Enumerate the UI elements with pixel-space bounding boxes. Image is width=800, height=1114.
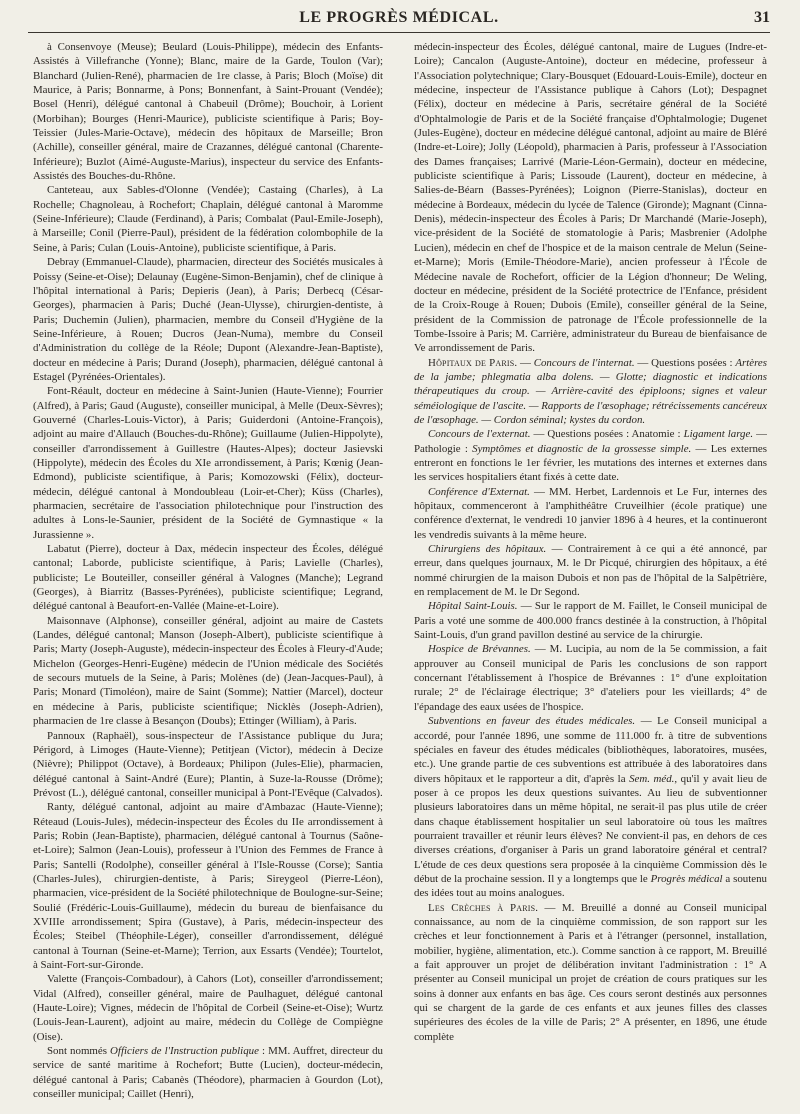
paragraph bbox=[414, 901, 767, 1044]
text-run: — Questions posées : bbox=[634, 356, 736, 369]
paragraph bbox=[33, 40, 383, 183]
paragraph bbox=[33, 542, 383, 614]
italic-run: Progrès médical bbox=[650, 872, 723, 885]
text-run: a soutenu des idées tout au moins analogues. bbox=[414, 872, 767, 900]
italic-run: Ligament large. bbox=[683, 428, 754, 441]
italic-run: Hospice de Brévannes. bbox=[428, 643, 531, 656]
paragraph bbox=[414, 714, 767, 900]
italic-run: Officiers de l'Instruction publique bbox=[110, 1045, 259, 1058]
text-run: — Questions posées : Anatomie : bbox=[530, 428, 684, 441]
italic-run: Artères de la jambe; phlegmatia alba dolens. — Glotte; diagnostic et indications thérapeutiques du croup. — Arrière-cavité des épiploons; signes et valeur séméiologique de l'ascite. — Rapports de l'œsophage; rétrécissements cancéreux de l'œsophage. — Cordon séminal; kystes du cordon. bbox=[414, 356, 767, 426]
italic-run: Subventions en faveur des études médicales. bbox=[428, 715, 636, 728]
page-number: 31 bbox=[754, 9, 770, 26]
text-run: , qu'il y avait lieu de poser à ce propos les deux questions suivantes. Au lieu de subventionner plusieurs laboratoires dans un même hôpital, ne serait-il pas plus utile de créer dans chaque établissement hospitalier un seul laboratoire où tous les maîtres pourraient travailler et réunir leurs élèves? Ne convient-il pas, en dehors de ces diverses créations, d'organiser à Paris un grand laboratoire général et central? L'étude de ces deux questions sera proposée à la cinquième Commission dès le début de la prochaine session. Il y a longtemps que le bbox=[414, 772, 767, 885]
small-caps-heading: Les Crèches à Paris bbox=[428, 901, 536, 914]
paragraph bbox=[414, 427, 767, 484]
text-run: médecin-inspecteur des Écoles, délégué cantonal, maire de Lugues (Indre-et-Loire); Cancalon (Auguste-Antoine), docteur en médecine, professeur à l'Association polytechnique; Clary-Bousquet (Edouard-Louis-Emile), docteur en médecine, inspecteur de l'Assistance publique à Cahors (Lot); Despagnet (Félix), docteur en médecine à Paris, secrétaire général de la Société d'Ophtalmologie de Paris et de la Société française d'Ophtalmologie; Dugenet (Jules-Eugène), docteur en médecine délégué cantonal, adjoint au maire de Bléré (Indre-et-Loire); Jolly (Léopold), pharmacien à Paris, professeur à l'Association des Dames françaises; Larrivé (Marie-Léon-Germain), docteur en médecine, publiciste scientifique à Paris; Lissoude (Laurent), docteur en médecine, à Salies-de-Béarn (Basses-Pyrénées); Loignon (Pierre-Stanislas), docteur en médecine à Bordeaux, médecin du lycée de Talence (Gironde); Magnant (Cinna-Denis), médecin-inspecteur des Écoles à Paris; Dr Marchandé (Marie-Joseph), vice-président de la Société de stomatologie à Paris; Masbrenier (Adolphe Lucien), médecin en chef de l'hospice et de la maison centrale de Melun (Seine-et-Marne); Moris (Emile-Théodore-Marie), ancien professeur à l'École de Médecine navale de Rochefort, officier de la Légion d'honneur; De Weling, docteur en médecine, président de la Société protectrice de l'Enfance, président de la Croix-Rouge à Rouen; Dubois (Emile), conseiller général de la Seine, président de la Commission de patronage de l'École professionnelle de la Tombe-Issoire à Paris; M. Carrière, administrateur du Bureau de bienfaisance de Ve arrondissement de Paris. bbox=[414, 41, 767, 355]
italic-run: Concours de l'externat. bbox=[428, 428, 531, 441]
text-run: — Les externes entreront en fonctions le 1er février, les mutations des internes et externes dans les services hospitaliers étant fixés à cette date. bbox=[414, 442, 767, 484]
text-run: . — bbox=[514, 356, 534, 369]
paragraph bbox=[33, 183, 383, 255]
text-run: Labatut (Pierre), docteur à Dax, médecin inspecteur des Écoles, délégué cantonal; Laborde, publiciste scientifique, à Paris; Lavielle (Charles), publiciste; Le Bouteiller, conseiller général à Valognes (Manche); Legrand (Georges), à Biarritz (Basses-Pyrénées), publiciste scientifique; Legrand, délégué cantonal à Beaufort-en-Vallée (Maine-et-Loire). bbox=[33, 543, 383, 613]
text-run: Debray (Emmanuel-Claude), pharmacien, directeur des Sociétés musicales à Poissy (Seine-et-Oise); Delaunay (Eugène-Simon-Benjamin), chef de clinique à l'hôpital international à Paris; Depieris (Jean), à Paris; Derbecq (César-Georges), pharmacien à Paris; Duché (Jean-Ulysse), chirurgien-dentiste, à Paris; Duchemin (Julien), pharmacien, membre du Conseil d'Hygiène de la Seine-Inférieure, à Rouen; Ducros (Jean-Numa), membre du Conseil d'Administration du collège de la Réole; Dupont (Alexandre-Jean-Baptiste), docteur en médecine à Paris; Durand (Joseph), pharmacien, délégué cantonal à Estagel (Pyrénées-Orientales). bbox=[33, 256, 383, 383]
paragraph bbox=[33, 1044, 383, 1101]
text-run: Canteteau, aux Sables-d'Olonne (Vendée); Castaing (Charles), à La Rochelle; Chagnoleau, à Rochefort; Chaplain, délégué cantonal à Maromme (Seine-Inférieure); Claude (Ferdinand), à Paris; Combalat (Paul-Emile-Joseph), à Marseille; Conil (Pierre-Paul), président de la fédération colombophile de la Seine, à Paris; Culan (Louis-Antoine), publiciste scientifique, à Paris. bbox=[33, 184, 383, 254]
paragraph bbox=[414, 356, 767, 428]
text-run: à Consenvoye (Meuse); Beulard (Louis-Philippe), médecin des Enfants-Assistés à Villefranche (Yonne); Blanc, maire de la Garde, Toulon (Var); Blanchard (Julien-René), pharmacien de 1re classe, à Paris; Bloch (Moïse) dit Maurice, à Paris; Bonnarme, à Pons; Bonnenfant, à Saint-Prouant (Vendée); Bosel (Henri), délégué cantonal à Chabeuil (Drôme); Bouchoir, à Lorient (Morbihan); Bourges (Henri-Maurice), publiciste scientifique à Paris; Boy-Teissier (Jules-Marie-Octave), médecin des hôpitaux de Marseille; Bron (Achille), conseiller général, maire de Crazannes, délégué cantonal (Charente-Inférieure); Buzlot (Aimé-Auguste-Marius), inspecteur du service des Enfants-Assistés des Bouches-du-Rhône. bbox=[33, 41, 383, 183]
text-run: — Contrairement à ce qui a été annoncé, par erreur, dans quelques journaux, M. le Dr Picqué, chirurgien des hôpitaux, a été nommé chirurgien de la maison Dubois et non pas de l'hôpital de la Salpêtrière, en remplacement de M. le Dr Segond. bbox=[414, 543, 767, 599]
paragraph bbox=[33, 384, 383, 542]
text-run: Maisonnave (Alphonse), conseiller général, adjoint au maire de Castets (Landes, délégué cantonal; Manson (Joseph-Albert), publiciste scientifique à Paris; Marty (Joseph-Auguste), médecin-inspecteur des Écoles à Fleury-d'Aude; Michelon (Georges-Henri-Eugène) médecin de l'Union médicale des Sociétés de secours mutuels de la Seine, à Paris; Molènes (de) (Jean-Jacques-Paul), à Paris; Monard (Timoléon), maire de Saint (Somme); Nattier (Marcel), docteur en médecine à Paris, publiciste scientifique; Nicklès (Joseph-Adrien), pharmacien de 1re classe à Besançon (Doubs); Ettinger (William), à Paris. bbox=[33, 614, 383, 728]
text-run: — Sur le rapport de M. Faillet, le Conseil municipal de Paris a voté une somme de 400.000 francs destinée à la construction, à l'hôpital Saint-Louis, d'un grand pavillon destiné au service de la chirurgie. bbox=[414, 600, 767, 642]
text-run: — MM. Herbet, Lardennois et Le Fur, internes des hôpitaux, commenceront à l'amphithéâtre Cruveilhier (école pratique) une conférence d'externat, le vendredi 10 janvier 1896 à 4 heures, et la continueront les vendredis suivants à la même heure. bbox=[414, 485, 767, 541]
paragraph bbox=[414, 542, 767, 599]
paragraph bbox=[33, 972, 383, 1044]
italic-run: Symptômes et diagnostic de la grossesse simple. bbox=[472, 442, 692, 455]
paragraph bbox=[33, 800, 383, 972]
right-column bbox=[414, 40, 767, 1106]
paragraph bbox=[33, 255, 383, 384]
text-run: : MM. Auffret, directeur du service de santé maritime à Rochefort; Butte (Lucien), docteur-médecin, délégué cantonal à Paris; Cabanès (Théodore), pharmacien à Gourdon (Lot), conseiller municipal; Caillet (Henri), bbox=[33, 1045, 383, 1101]
text-run: Font-Réault, docteur en médecine à Saint-Junien (Haute-Vienne); Fourrier (Alfred), à Paris; Gaud (Auguste), conseiller municipal, à Melle (Deux-Sèvres); Gouverné (Charles-Louis-Victor), à Paris; Guiderdoni (Antoine-François), adjoint au maire d'Allauch (Bouches-du-Rhône); Guillaume (Julien-Hippolyte), conseiller d'arrondissement à Guillestre (Hautes-Alpes); docteur Jasievski (Hippolyte), médecin des Écoles du XIe arrondissement, à Paris; Kœnig (Jean-Edmond), publiciste scientifique, à Paris; Komozowski (Félix), docteur-médecin, délégué cantonal à Mondoubleau (Loir-et-Cher); Küss (Charles), pharmacien, secrétaire de l'association philotechnique pour l'instruction des adultes à Lons-le-Saunier, président de la Société de Gymnastique « la Jurassienne ». bbox=[33, 385, 383, 541]
italic-run: Conférence d'Externat. bbox=[428, 485, 530, 498]
paragraph bbox=[414, 40, 767, 356]
text-run: — M. Lucipia, au nom de la 5e commission, a fait approuver au Conseil municipal de Paris les conclusions de son rapport concernant l'établissement à l'hospice de Brévannes : 1° d'une exploitation rurale; 2° de l'éclairage électrique; 3° d'ateliers pour les vieillards; 4° de l'épandage des eaux usées de l'hospice. bbox=[414, 643, 767, 713]
text-run: Valette (François-Combadour), à Cahors (Lot), conseiller d'arrondissement; Vidal (Alfred), conseiller général, maire de Paulhaguet, délégué cantonal (Haute-Loire); Vignes, médecin de l'hôpital de Corbeil (Seine-et-Oise); Wurtz (Louis-Jean-Laurent), adjoint au maire, médecin du Collège de Compiègne (Oise). bbox=[33, 973, 383, 1043]
running-title: LE PROGRÈS MÉDICAL. bbox=[299, 9, 499, 26]
page-header bbox=[28, 6, 770, 33]
italic-run: Chirurgiens des hôpitaux. bbox=[428, 543, 547, 556]
left-column bbox=[33, 40, 383, 1106]
paragraph bbox=[414, 599, 767, 642]
text-run: Ranty, délégué cantonal, adjoint au maire d'Ambazac (Haute-Vienne); Réteaud (Louis-Jules), médecin-inspecteur des Écoles du IIe arrondissement à Paris; Robin (Jean-Baptiste), pharmacien, délégué cantonal à Tournus (Saône-et-Loire); Salmon (Jean-Louis), professeur à l'Union des Femmes de France à Paris; Santelli (Rodolphe), conseiller général à l'Isle-Rousse (Corse); Santia (Charles-Jules), chirurgien-dentiste, à Paris; Sireygeol (Pierre-Léon), pharmacien, vice-président de la Société philotechnique de Boulogne-sur-Seine; Soulié (Frédéric-Louis-Guillaume), médecin du bureau de bienfaisance du XVIIIe arrondissement; Spira (Gustave), à Paris, médecin-inspecteur des Écoles; Steibel (Théophile-Léger), conseiller d'arrondissement, délégué cantonal à Tournan (Seine-et-Marne); Terrion, aux Essarts (Vendée); Tourtelot, à Saint-Fort-sur-Gironde. bbox=[33, 801, 383, 971]
text-run: — Le Conseil municipal a accordé, pour l'année 1896, une somme de 111.000 fr. à titre de subventions spéciales en faveur des études médicales (bibliothèques, laboratoires, musées, etc.). Une grande partie de ces subventions est attribuée à des laboratoires dans divers hôpitaux et le rapporteur a dit, d'après la bbox=[414, 715, 767, 785]
small-caps-heading: Hôpitaux de Paris bbox=[428, 356, 515, 369]
text-run: — Pathologie : bbox=[414, 428, 767, 455]
paragraph bbox=[414, 642, 767, 714]
italic-run: Concours de l'internat. bbox=[533, 356, 635, 369]
text-run: Sont nommés bbox=[47, 1045, 111, 1058]
text-run: . — M. Breuillé a donné au Conseil municipal connaissance, au nom de la cinquième commission, de son rapport sur les crèches et leur fonctionnement à Paris et à l'étranger (personnel, installation, mobilier, hygiène, alimentation, etc.). Comme sanction à ce rapport, M. Breuillé a fait approuver un projet de délibération invitant l'administration : 1° A présenter au Conseil municipal un projet de création de cours pratiques sur les soins à donner aux enfants en bas âge. Ces cours seront destinés aux personnes qui se chargent de la garde de ces enfants et aux jeunes filles des classes supérieures des écoles de la ville de Paris; 2° A présenter, en 1896, une étude complète bbox=[414, 901, 767, 1043]
paragraph bbox=[33, 729, 383, 801]
italic-run: Hôpital Saint-Louis. bbox=[428, 600, 518, 613]
paragraph bbox=[414, 485, 767, 542]
paragraph bbox=[33, 614, 383, 729]
text-run: Pannoux (Raphaël), sous-inspecteur de l'Assistance publique du Jura; Périgord, à Limoges (Haute-Vienne); Petitjean (Victor), médecin à Decize (Nièvre); Philippot (Octave), à Bordeaux; Philipon (Jules-Elie), pharmacien, délégué cantonal à Saint-André (Eure); Plantin, à Suze-la-Rousse (Drôme); Prévost (L.), délégué cantonal, conseiller municipal à Pont-l'Evêque (Calvados). bbox=[33, 729, 383, 799]
italic-run: Sem. méd. bbox=[629, 772, 675, 785]
